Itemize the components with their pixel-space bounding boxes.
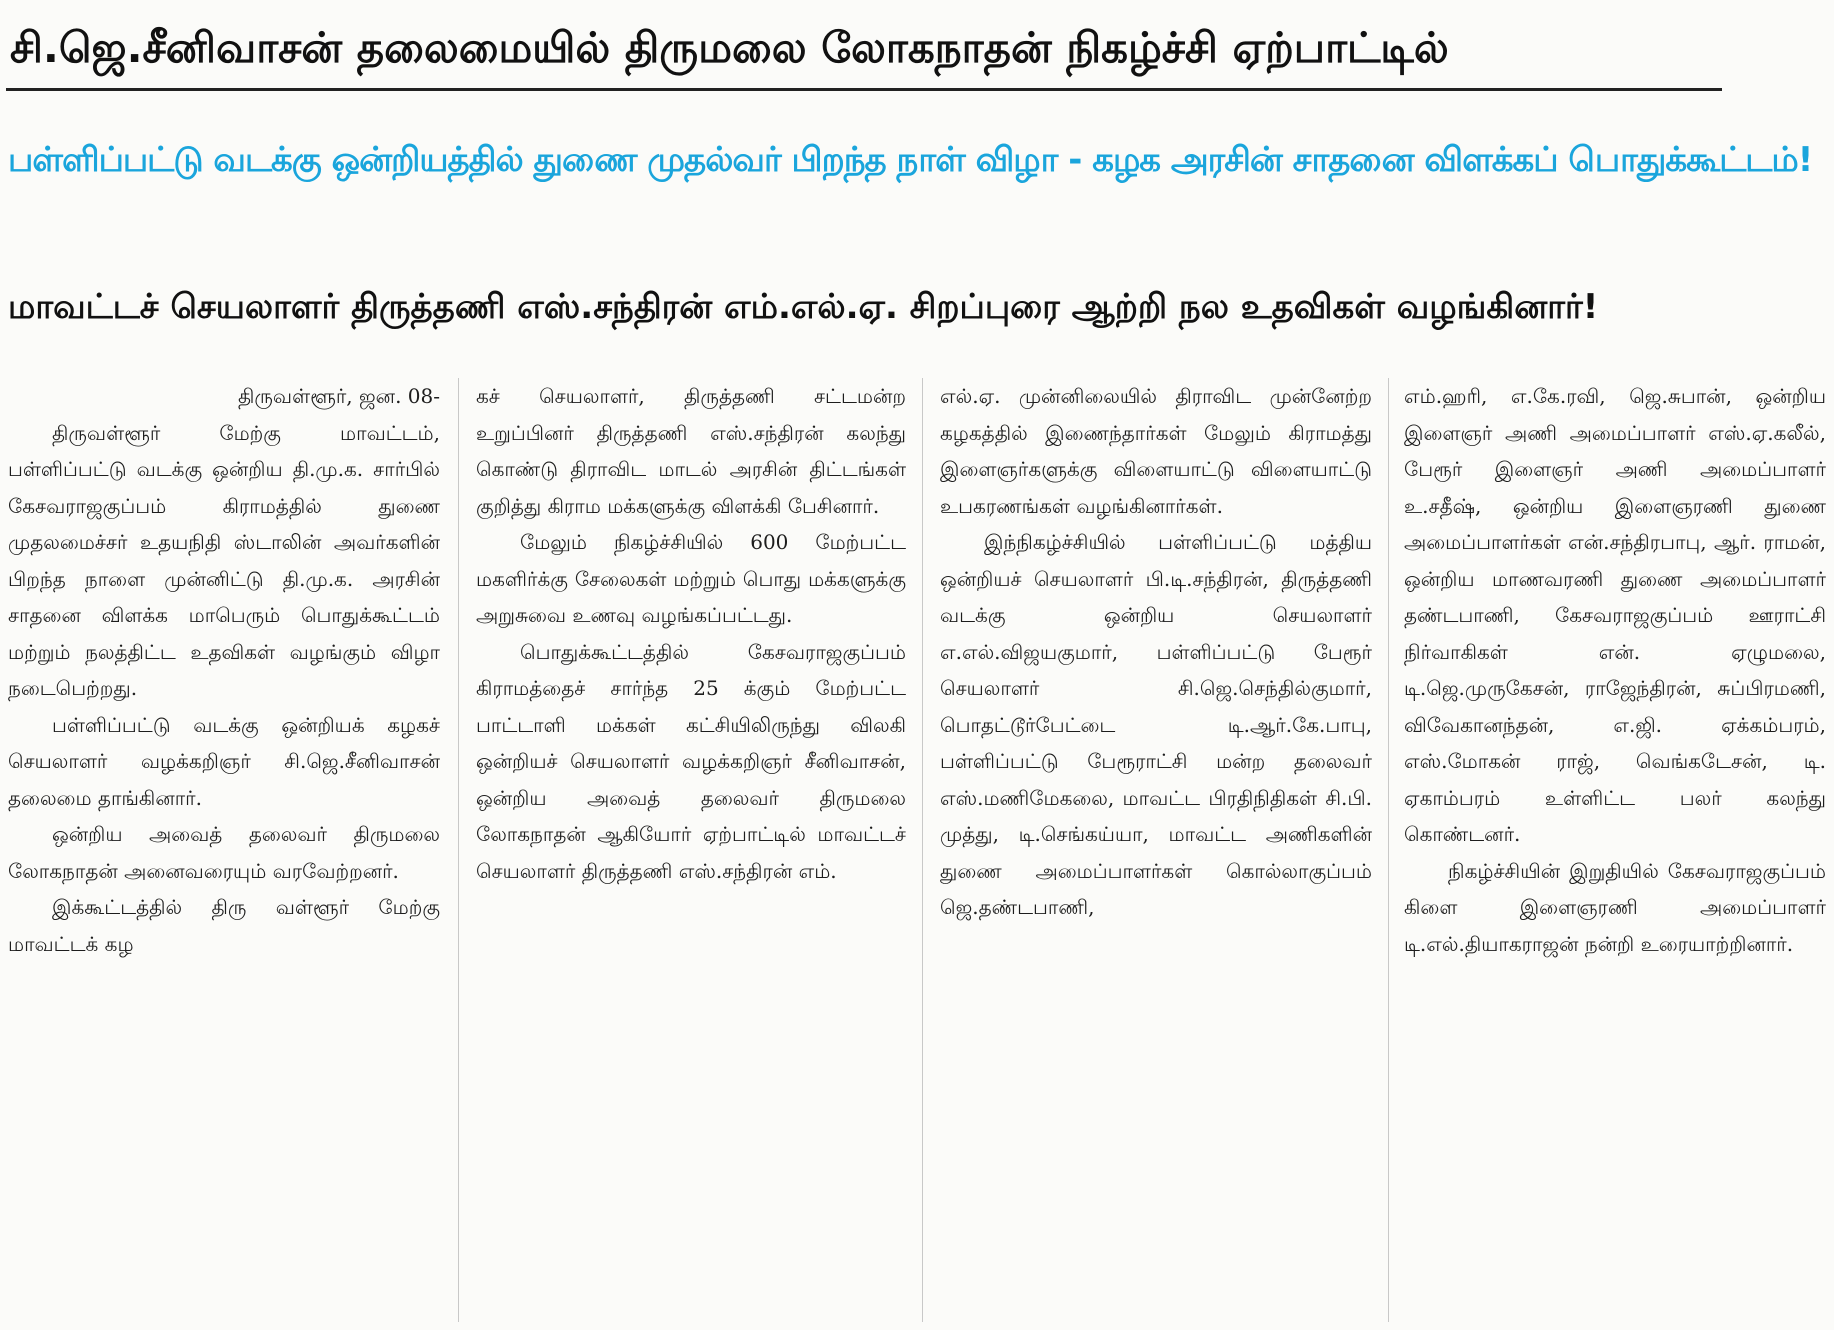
headline-top: சி.ஜெ.சீனிவாசன் தலைமையில் திருமலை லோகநாதன் நிகழ்ச்சி ஏற்பாட்டில் <box>10 23 1449 72</box>
column-divider <box>458 378 459 1322</box>
article-column-2 <box>476 378 906 1322</box>
paragraph: இக்கூட்டத்தில் திரு வள்ளூர் மேற்கு மாவட்டக் கழ <box>8 895 440 956</box>
dateline: திருவள்ளூர், ஜன. 08- <box>238 384 440 408</box>
paragraph: பள்ளிப்பட்டு வடக்கு ஒன்றியக் கழகச் செயலாளர் வழக்கறிஞர் சி.ஜெ.சீனிவாசன் தலைமை தாங்கினார். <box>8 712 440 810</box>
article-column-1 <box>8 378 440 1322</box>
headline-main: பள்ளிப்பட்டு வடக்கு ஒன்றியத்தில் துணை முதல்வர் பிறந்த நாள் விழா - கழக அரசின் சாதனை விளக்கப் பொதுக்கூட்டம்! <box>8 140 1813 180</box>
column-divider <box>922 378 923 1322</box>
article-column-3 <box>940 378 1372 1322</box>
paragraph: எம்.ஹரி, எ.கே.ரவி, ஜெ.சுபான், ஒன்றிய இளைஞர் அணி அமைப்பாளர் எஸ்.ஏ.கலீல், பேரூர் இளைஞர் அணி அமைப்பாளர் உ.சதீஷ், ஒன்றிய இளைஞரணி துணை அமைப்பாளர்கள் என்.சந்திரபாபு, ஆர். ராமன், ஒன்றிய மாணவரணி துணை அமைப்பாளர் தண்டபாணி, கேசவராஜகுப்பம் ஊராட்சி நிர்வாகிகள் என். ஏழுமலை, டி.ஜெ.முருகேசன், ராஜேந்திரன், சுப்பிரமணி, விவேகானந்தன், எ.ஜி. ஏக்கம்பரம், எஸ்.மோகன் ராஜ், வெங்கடேசன், டி. ஏகாம்பரம் உள்ளிட்ட பலர் கலந்து கொண்டனர். <box>1404 384 1826 846</box>
headline-underline <box>6 88 1722 91</box>
paragraph: இந்நிகழ்ச்சியில் பள்ளிப்பட்டு மத்திய ஒன்றியச் செயலாளர் பி.டி.சந்திரன், திருத்தணி வடக்கு ஒன்றிய செயலாளர் எ.எல்.விஜயகுமார், பள்ளிப்பட்டு பேரூர் செயலாளர் சி.ஜெ.செந்தில்குமார், பொதட்டூர்பேட்டை டி.ஆர்.கே.பாபு, பள்ளிப்பட்டு பேரூராட்சி மன்ற தலைவர் எஸ்.மணிமேகலை, மாவட்ட பிரதிநிதிகள் சி.பி. முத்து, டி.செங்கய்யா, மாவட்ட அணிகளின் துணை அமைப்பாளர்கள் கொல்லாகுப்பம் ஜெ.தண்டபாணி, <box>940 530 1372 919</box>
paragraph: திருவள்ளூர் மேற்கு மாவட்டம், பள்ளிப்பட்டு வடக்கு ஒன்றிய தி.மு.க. சார்பில் கேசவராஜகுப்பம் கிராமத்தில் துணை முதலமைச்சர் உதயநிதி ஸ்டாலின் அவர்களின் பிறந்த நாளை முன்னிட்டு தி.மு.க. அரசின் சாதனை விளக்க மாபெரும் பொதுக்கூட்டம் மற்றும் நலத்திட்ட உதவிகள் வழங்கும் விழா நடைபெற்றது. <box>8 420 440 700</box>
paragraph: நிகழ்ச்சியின் இறுதியில் கேசவராஜகுப்பம் கிளை இளைஞரணி அமைப்பாளர் டி.எல்.தியாகராஜன் நன்றி உரையாற்றினார். <box>1404 858 1826 956</box>
paragraph: மேலும் நிகழ்ச்சியில் 600 மேற்பட்ட மகளிர்க்கு சேலைகள் மற்றும் பொது மக்களுக்கு அறுசுவை உணவு வழங்கப்பட்டது. <box>476 530 906 627</box>
article-column-4 <box>1404 378 1826 1322</box>
article-body <box>0 378 1834 1322</box>
paragraph: கச் செயலாளர், திருத்தணி சட்டமன்ற உறுப்பினர் திருத்தணி எஸ்.சந்திரன் கலந்து கொண்டு திராவிட மாடல் அரசின் திட்டங்கள் குறித்து கிராம மக்களுக்கு விளக்கி பேசினார். <box>476 384 906 518</box>
paragraph: பொதுக்கூட்டத்தில் கேசவராஜகுப்பம் கிராமத்தைச் சார்ந்த 25 க்கும் மேற்பட்ட பாட்டாளி மக்கள் கட்சியிலிருந்து விலகி ஒன்றியச் செயலாளர் வழக்கறிஞர் சீனிவாசன், ஒன்றிய அவைத் தலைவர் திருமலை லோகநாதன் ஆகியோர் ஏற்பாட்டில் மாவட்டச் செயலாளர் திருத்தணி எஸ்.சந்திரன் எம். <box>476 639 906 883</box>
headline-sub: மாவட்டச் செயலாளர் திருத்தணி எஸ்.சந்திரன் எம்.எல்.ஏ. சிறப்புரை ஆற்றி நல உதவிகள் வழங்கினார்! <box>8 287 1599 327</box>
paragraph: ஒன்றிய அவைத் தலைவர் திருமலை லோகநாதன் அனைவரையும் வரவேற்றனர். <box>8 822 440 883</box>
column-divider <box>1388 378 1389 1322</box>
paragraph: எல்.ஏ. முன்னிலையில் திராவிட முன்னேற்ற கழகத்தில் இணைந்தார்கள் மேலும் கிராமத்து இளைஞர்களுக்கு விளையாட்டு விளையாட்டு உபகரணங்கள் வழங்கினார்கள். <box>940 384 1372 518</box>
